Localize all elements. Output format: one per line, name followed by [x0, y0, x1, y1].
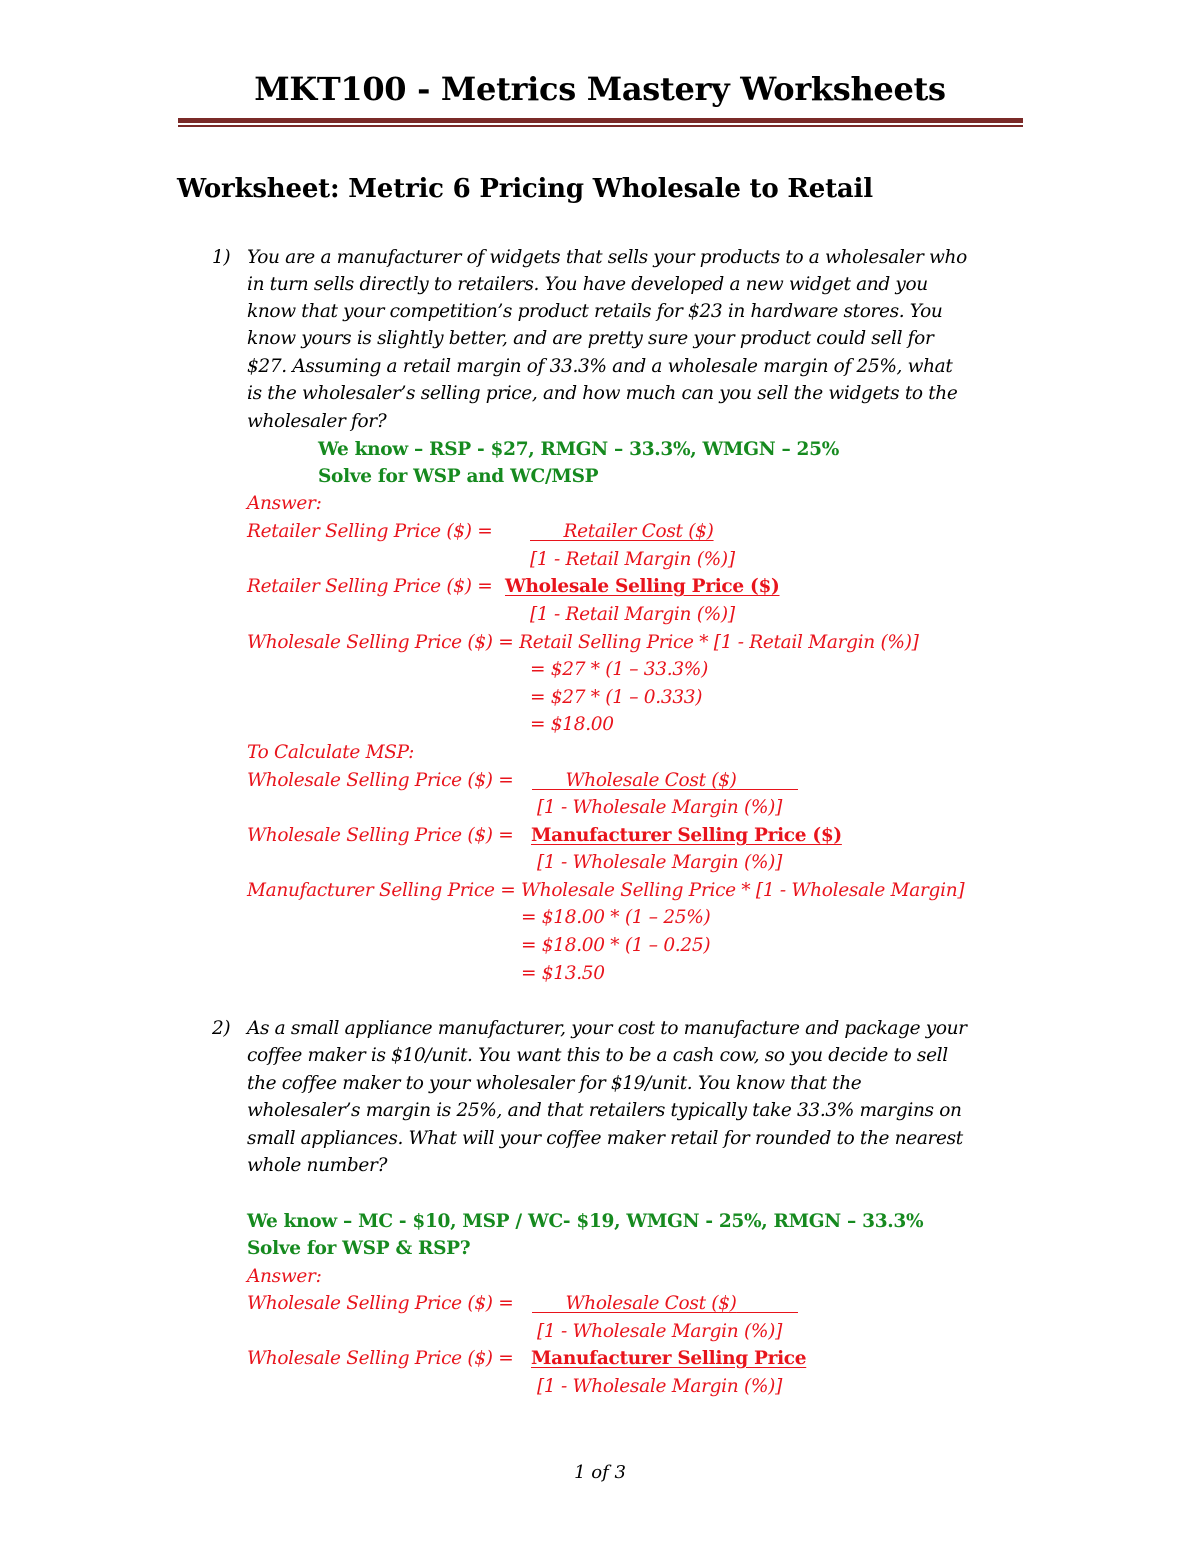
q2-wsp-formula-label: Wholesale Selling Price ($) =	[247, 1348, 514, 1369]
q1-wsp-numerator-bold: Manufacturer Selling Price ($)	[531, 825, 842, 846]
q1-wsp-result: = $18.00	[530, 714, 614, 735]
q1-wsp-formula: Wholesale Selling Price ($) = Retail Selling Price * [1 - Retail Margin (%)]	[247, 632, 919, 653]
q1-text-line: know that your competition’s product retails for $23 in hardware stores. You	[247, 301, 943, 322]
q1-wsp-formula-label: Wholesale Selling Price ($) =	[247, 825, 514, 846]
q2-solve-for: Solve for WSP & RSP?	[247, 1238, 471, 1259]
q2-we-know: We know – MC - $10, MSP / WC- $19, WMGN - 25%, RMGN – 33.3%	[247, 1211, 924, 1232]
q1-rsp-denominator: [1 - Retail Margin (%)]	[530, 549, 735, 570]
q1-we-know: We know – RSP - $27, RMGN – 33.3%, WMGN – 25%	[318, 439, 839, 460]
q1-msp-heading: To Calculate MSP:	[247, 742, 415, 763]
q2-wsp-formula-label: Wholesale Selling Price ($) =	[247, 1293, 514, 1314]
q1-wsp-step: = $27 * (1 – 33.3%)	[530, 659, 708, 680]
header-rule-thin	[178, 125, 1023, 127]
q1-text-line: You are a manufacturer of widgets that sells your products to a wholesaler who	[247, 247, 967, 268]
q2-number: 2)	[212, 1018, 231, 1039]
q2-text-line: As a small appliance manufacturer, your cost to manufacture and package your	[247, 1018, 967, 1039]
q1-rsp-formula-label: Retailer Selling Price ($) =	[247, 521, 493, 542]
q1-answer-label: Answer:	[247, 493, 322, 514]
q2-wsp-denominator: [1 - Wholesale Margin (%)]	[537, 1376, 783, 1397]
header-rule-thick	[178, 118, 1023, 123]
q1-text-line: know yours is slightly better, and are pretty sure your product could sell for	[247, 328, 934, 349]
q1-rsp-numerator-text	[530, 521, 714, 542]
q2-wsp-numerator-bold: Manufacturer Selling Price	[531, 1348, 807, 1369]
q1-msp-result: = $13.50	[521, 963, 605, 984]
q1-wsp-numerator-text	[532, 770, 798, 791]
q1-rsp-denominator: [1 - Retail Margin (%)]	[530, 604, 735, 625]
q1-solve-for: Solve for WSP and WC/MSP	[318, 466, 599, 487]
page-number: 1 of 3	[574, 1462, 626, 1483]
q1-text-line: $27. Assuming a retail margin of 33.3% and a wholesale margin of 25%, what	[247, 356, 953, 377]
q1-wsp-numerator	[532, 767, 798, 794]
q1-rsp-numerator-bold: Wholesale Selling Price ($)	[505, 576, 780, 597]
q2-text-line: small appliances. What will your coffee maker retail for rounded to the nearest	[247, 1128, 963, 1149]
q1-msp-formula: Manufacturer Selling Price = Wholesale Selling Price * [1 - Wholesale Margin]	[247, 880, 965, 901]
q1-msp-step: = $18.00 * (1 – 25%)	[521, 907, 711, 928]
document-header-title: MKT100 - Metrics Mastery Worksheets	[254, 70, 946, 108]
q1-wsp-denominator: [1 - Wholesale Margin (%)]	[537, 797, 783, 818]
q1-rsp-numerator-value: Retailer Cost ($)	[563, 521, 714, 542]
q1-wsp-step: = $27 * (1 – 0.333)	[530, 687, 703, 708]
q2-text-line: wholesaler’s margin is 25%, and that retailers typically take 33.3% margins on	[247, 1100, 962, 1121]
q1-rsp-numerator	[530, 518, 714, 545]
q2-wsp-numerator	[532, 1290, 798, 1317]
q1-wsp-formula-label: Wholesale Selling Price ($) =	[247, 770, 514, 791]
q2-wsp-numerator-value: Wholesale Cost ($)	[565, 1293, 737, 1314]
q2-text-line: coffee maker is $10/unit. You want this to be a cash cow, so you decide to sell	[247, 1045, 948, 1066]
worksheet-title: Worksheet: Metric 6 Pricing Wholesale to Retail	[177, 174, 873, 204]
q1-number: 1)	[212, 247, 231, 268]
q2-wsp-numerator-text	[532, 1293, 798, 1314]
q2-answer-label: Answer:	[247, 1266, 322, 1287]
q1-text-line: wholesaler for?	[247, 411, 387, 432]
q1-wsp-denominator: [1 - Wholesale Margin (%)]	[537, 852, 783, 873]
q1-msp-step: = $18.00 * (1 – 0.25)	[521, 935, 711, 956]
q2-wsp-denominator: [1 - Wholesale Margin (%)]	[537, 1321, 783, 1342]
q2-text-line: the coffee maker to your wholesaler for $19/unit. You know that the	[247, 1073, 862, 1094]
q2-text-line: whole number?	[247, 1155, 388, 1176]
q1-text-line: in turn sells directly to retailers. You have developed a new widget and you	[247, 274, 928, 295]
q1-rsp-formula-label: Retailer Selling Price ($) =	[247, 576, 493, 597]
q1-wsp-numerator-value: Wholesale Cost ($)	[565, 770, 737, 791]
q1-text-line: is the wholesaler’s selling price, and how much can you sell the widgets to the	[247, 383, 958, 404]
